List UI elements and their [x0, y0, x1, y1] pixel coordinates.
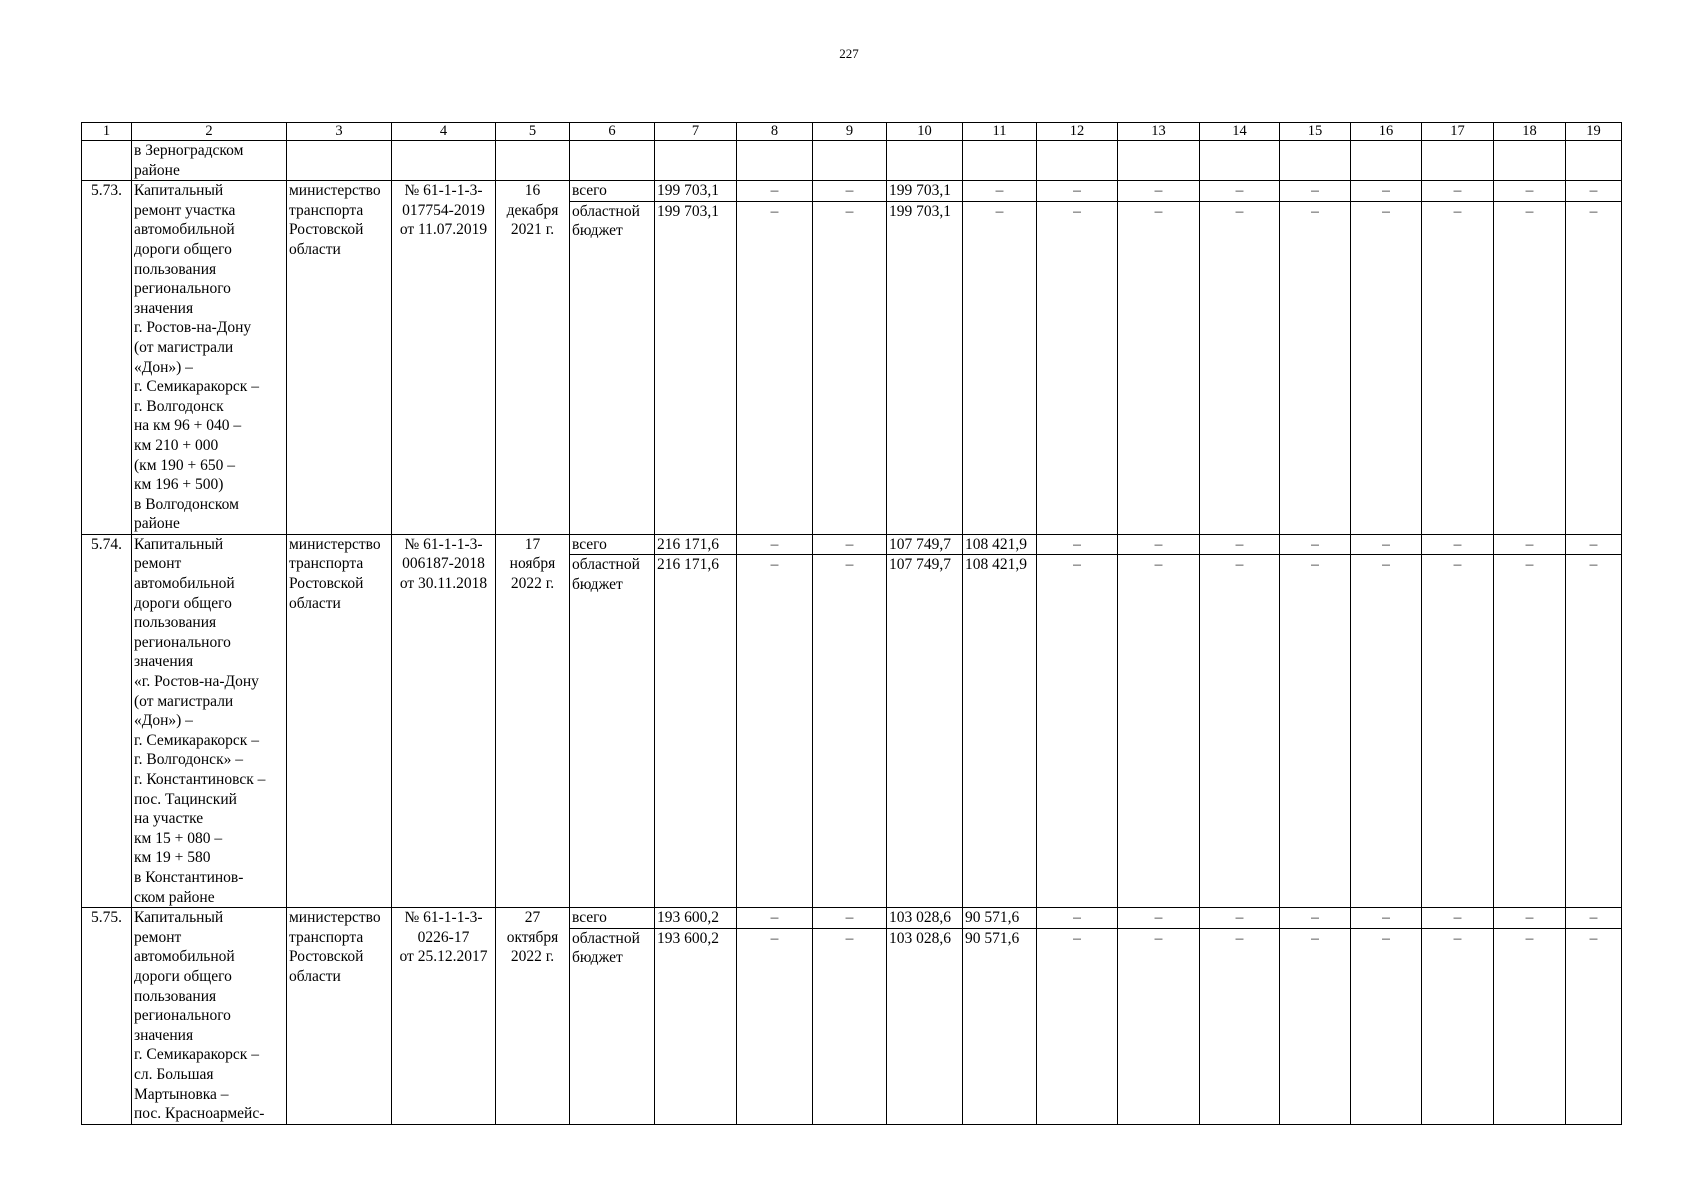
column-header: 18 [1494, 123, 1566, 141]
empty-value-dash: – [737, 201, 813, 534]
column-header: 4 [392, 123, 496, 141]
empty-value-dash: – [1566, 534, 1622, 555]
customer-name: министерство транспорта Ростовской области [287, 181, 392, 535]
amount-value: 216 171,6 [655, 534, 737, 555]
empty-value-dash: – [1280, 201, 1351, 534]
column-number-row [82, 123, 1622, 141]
column-header: 10 [887, 123, 963, 141]
customer-name: министерство транспорта Ростовской области [287, 534, 392, 907]
document-ref: № 61-1-1-3- 0226-17 от 25.12.2017 [392, 908, 496, 1125]
empty-value-dash: – [1566, 181, 1622, 202]
empty-value-dash: – [1422, 928, 1494, 1124]
entry-total-row [82, 534, 1622, 555]
customer-name: министерство транспорта Ростовской области [287, 908, 392, 1125]
amount-value: 103 028,6 [887, 908, 963, 929]
empty-value-dash: – [1200, 928, 1280, 1124]
column-header: 5 [496, 123, 570, 141]
column-header: 12 [1037, 123, 1118, 141]
continuation-row [82, 141, 1622, 181]
empty-value-dash: – [1494, 555, 1566, 908]
empty-value-dash: – [1422, 201, 1494, 534]
empty-value-dash: – [813, 181, 887, 202]
amount-value: 199 703,1 [655, 201, 737, 534]
amount-value: 108 421,9 [963, 555, 1037, 908]
empty-value-dash: – [1351, 908, 1422, 929]
empty-value-dash: – [1566, 928, 1622, 1124]
amount-value: 193 600,2 [655, 928, 737, 1124]
empty-value-dash: – [737, 181, 813, 202]
empty-value-dash: – [1351, 534, 1422, 555]
empty-value-dash: – [1037, 181, 1118, 202]
entry-total-row [82, 908, 1622, 929]
amount-value: 90 571,6 [963, 928, 1037, 1124]
empty-value-dash: – [1200, 201, 1280, 534]
amount-value: 107 749,7 [887, 534, 963, 555]
empty-value-dash: – [1037, 908, 1118, 929]
empty-value-dash: – [1566, 555, 1622, 908]
empty-value-dash: – [1280, 928, 1351, 1124]
amount-value: 199 703,1 [655, 181, 737, 202]
document-ref: № 61-1-1-3- 017754-2019 от 11.07.2019 [392, 181, 496, 535]
empty-value-dash: – [1351, 928, 1422, 1124]
column-header: 19 [1566, 123, 1622, 141]
column-header: 8 [737, 123, 813, 141]
empty-value-dash: – [1037, 534, 1118, 555]
empty-value-dash: – [1200, 908, 1280, 929]
empty-value-dash: – [1118, 201, 1200, 534]
funding-source-total: всего [570, 534, 655, 555]
empty-value-dash: – [1422, 181, 1494, 202]
column-header: 16 [1351, 123, 1422, 141]
amount-value: 193 600,2 [655, 908, 737, 929]
empty-value-dash: – [1118, 181, 1200, 202]
empty-value-dash: – [1200, 181, 1280, 202]
amount-value: 199 703,1 [887, 181, 963, 202]
funding-source-budget: областной бюджет [570, 555, 655, 908]
empty-value-dash: – [1118, 555, 1200, 908]
completion-date: 27 октября 2022 г. [496, 908, 570, 1125]
completion-date: 17 ноября 2022 г. [496, 534, 570, 907]
empty-value-dash: – [813, 201, 887, 534]
entry-number: 5.74. [82, 534, 132, 907]
empty-value-dash: – [1566, 201, 1622, 534]
column-header: 9 [813, 123, 887, 141]
object-name: Капитальный ремонт автомобильной дороги общего пользования регионального значения г. Семикаракорск – сл. Большая Мартыновка – пос. Красноармейс- [132, 908, 287, 1125]
funding-source-total: всего [570, 908, 655, 929]
empty-value-dash: – [737, 908, 813, 929]
column-header: 14 [1200, 123, 1280, 141]
empty-value-dash: – [963, 181, 1037, 202]
empty-value-dash: – [1037, 928, 1118, 1124]
empty-value-dash: – [1118, 534, 1200, 555]
amount-value: 216 171,6 [655, 555, 737, 908]
column-header: 17 [1422, 123, 1494, 141]
entry-number: 5.73. [82, 181, 132, 535]
empty-value-dash: – [1494, 534, 1566, 555]
column-header: 15 [1280, 123, 1351, 141]
empty-cell [82, 141, 132, 181]
empty-value-dash: – [1566, 908, 1622, 929]
object-name: Капитальный ремонт участка автомобильной дороги общего пользования регионального значения г. Ростов-на-Дону (от магистрали «Дон») – г. Семикаракорск – г. Волгодонск на км 96 + 040 – км 210 + 000 (км 190 + 650 – км 196 + 500) в Волгодонском районе [132, 181, 287, 535]
completion-date: 16 декабря 2021 г. [496, 181, 570, 535]
empty-value-dash: – [963, 201, 1037, 534]
page-number: 227 [839, 46, 859, 61]
column-header: 13 [1118, 123, 1200, 141]
empty-value-dash: – [1037, 201, 1118, 534]
document-ref: № 61-1-1-3- 006187-2018 от 30.11.2018 [392, 534, 496, 907]
funding-source-budget: областной бюджет [570, 928, 655, 1124]
column-header: 7 [655, 123, 737, 141]
empty-value-dash: – [1422, 555, 1494, 908]
empty-value-dash: – [737, 534, 813, 555]
entry-total-row [82, 181, 1622, 202]
amount-value: 103 028,6 [887, 928, 963, 1124]
empty-value-dash: – [1280, 181, 1351, 202]
amount-value: 199 703,1 [887, 201, 963, 534]
empty-value-dash: – [1200, 555, 1280, 908]
empty-value-dash: – [1037, 555, 1118, 908]
continuation-text: в Зерноградском районе [132, 141, 287, 181]
empty-value-dash: – [1280, 555, 1351, 908]
empty-value-dash: – [1200, 534, 1280, 555]
empty-value-dash: – [1494, 201, 1566, 534]
amount-value: 90 571,6 [963, 908, 1037, 929]
empty-value-dash: – [813, 534, 887, 555]
empty-value-dash: – [813, 928, 887, 1124]
empty-value-dash: – [813, 555, 887, 908]
column-header: 6 [570, 123, 655, 141]
funding-source-total: всего [570, 181, 655, 202]
empty-value-dash: – [1280, 534, 1351, 555]
column-header: 11 [963, 123, 1037, 141]
empty-value-dash: – [1118, 908, 1200, 929]
column-header: 1 [82, 123, 132, 141]
empty-value-dash: – [1118, 928, 1200, 1124]
budget-table [81, 122, 1622, 1125]
empty-value-dash: – [1351, 555, 1422, 908]
column-header: 2 [132, 123, 287, 141]
amount-value: 107 749,7 [887, 555, 963, 908]
empty-value-dash: – [1422, 534, 1494, 555]
empty-value-dash: – [1494, 928, 1566, 1124]
empty-value-dash: – [1422, 908, 1494, 929]
empty-value-dash: – [1351, 201, 1422, 534]
empty-value-dash: – [737, 555, 813, 908]
object-name: Капитальный ремонт автомобильной дороги общего пользования регионального значения «г. Ростов-на-Дону (от магистрали «Дон») – г. Семикаракорск – г. Волгодонск» – г. Константиновск – пос. Тацинский на участке км 15 + 080 – км 19 + 580 в Константинов- ском районе [132, 534, 287, 907]
amount-value: 108 421,9 [963, 534, 1037, 555]
empty-value-dash: – [1494, 908, 1566, 929]
empty-value-dash: – [1280, 908, 1351, 929]
empty-value-dash: – [737, 928, 813, 1124]
empty-value-dash: – [813, 908, 887, 929]
empty-value-dash: – [1351, 181, 1422, 202]
empty-value-dash: – [1494, 181, 1566, 202]
entry-number: 5.75. [82, 908, 132, 1125]
column-header: 3 [287, 123, 392, 141]
funding-source-budget: областной бюджет [570, 201, 655, 534]
